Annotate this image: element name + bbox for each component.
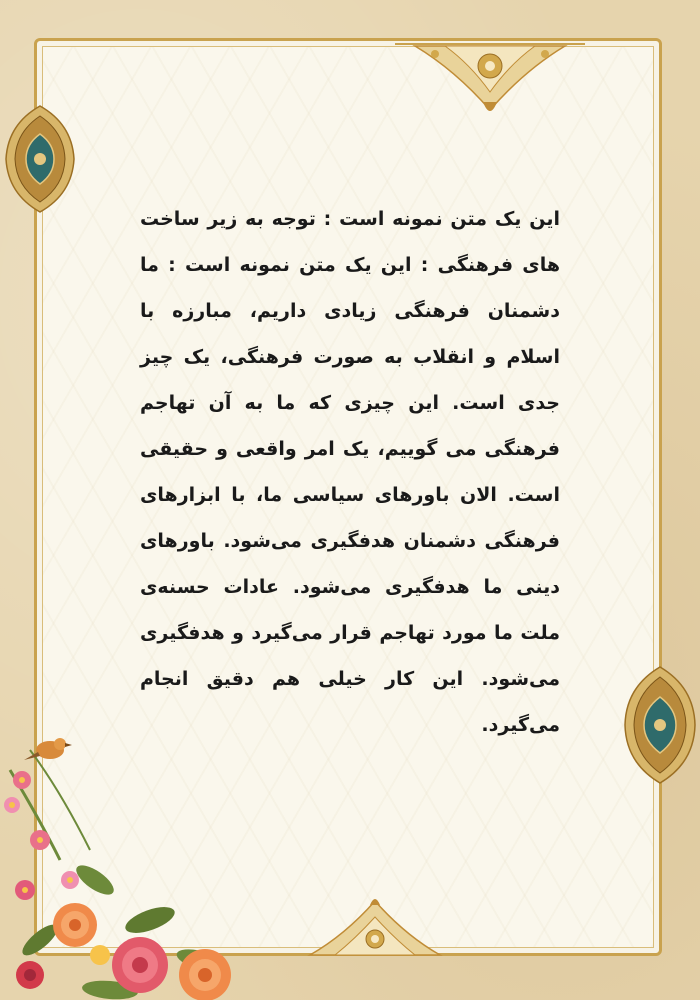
left-medallion-icon — [2, 104, 78, 214]
top-ornament-icon — [395, 40, 585, 120]
bird-icon — [24, 738, 72, 760]
bottom-ornament-icon — [300, 895, 450, 957]
rose-bouquet-icon — [0, 730, 270, 1000]
body-text: این یک متن نمونه است : توجه به زیر ساخت های فرهنگی : این یک متن نمونه است : ما دشمنان فرهنگی زیادی داریم، مبارزه با اسلام و انقلاب به صورت فرهنگی، یک چیز جدی است. این چیزی که ما به آن تهاجم فرهنگی می گوییم، یک امر واقعی و حقیقی است. الان باورهای سیاسی ما، با ابزارهای فرهنگی دشمنان هدفگیری می‌شود. باورهای دینی ما هدفگیری می‌شود. عادات حسنه‌ی ملت ما مورد تهاجم قرار می‌گیرد و هدفگیری می‌شود. این کار خیلی هم دقیق انجام می‌گیرد. — [140, 208, 560, 736]
right-medallion-icon — [622, 665, 698, 785]
